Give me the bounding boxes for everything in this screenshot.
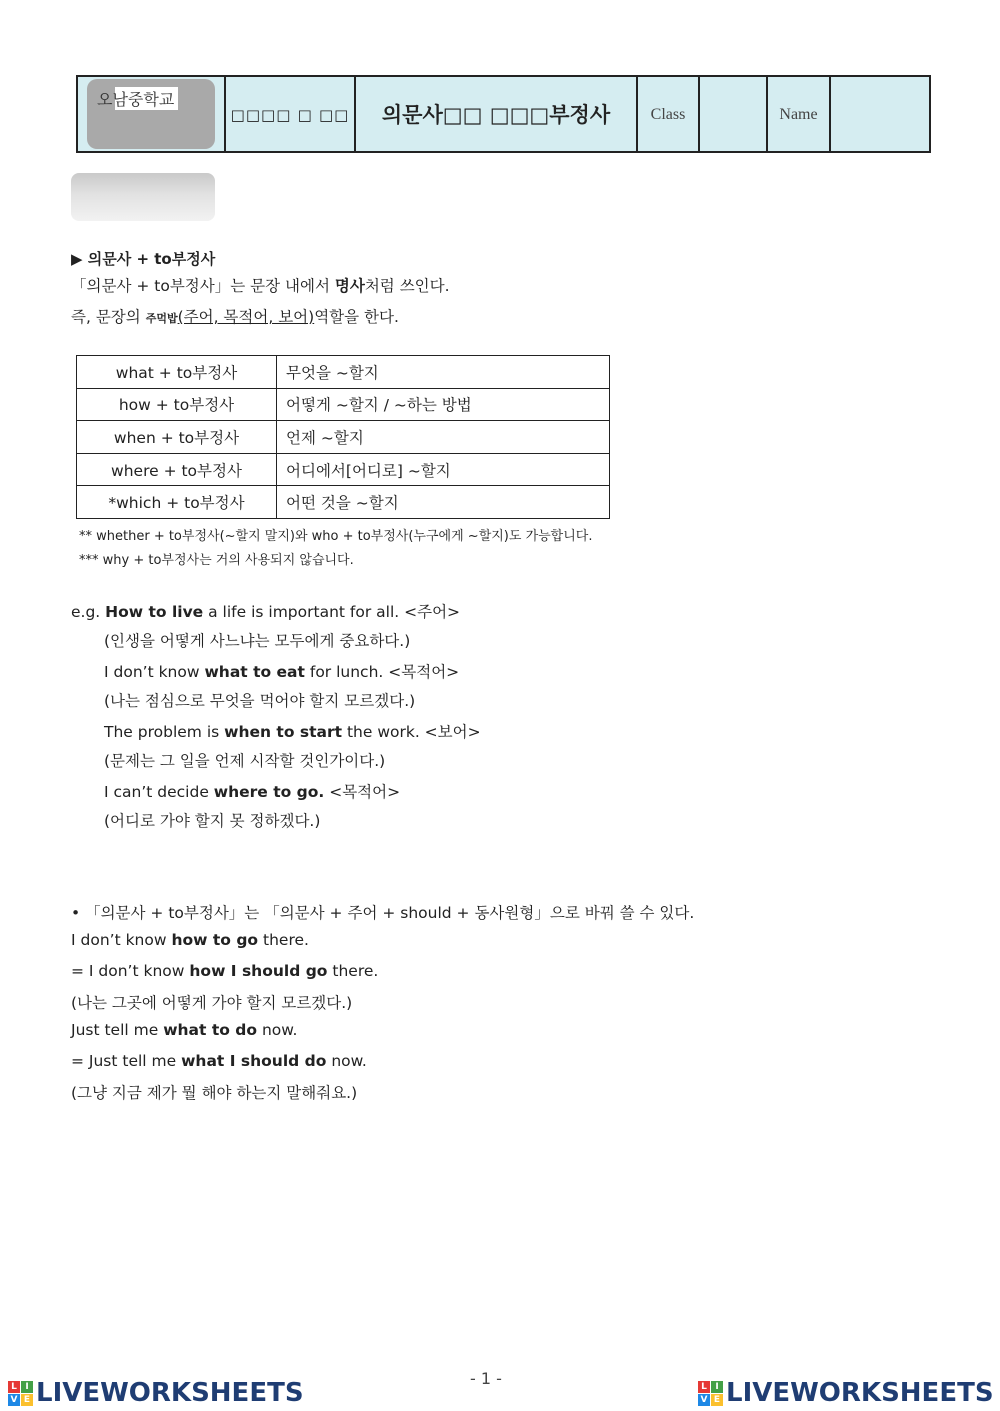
example-2-rest: for lunch. <목적어> [304, 663, 460, 681]
class-field[interactable] [699, 76, 767, 152]
rewrite-1-bold: how to go [171, 931, 259, 949]
pattern-cell: *which + to부정사 [77, 486, 277, 519]
rewrite-3-rest: now. [257, 1021, 298, 1039]
logo-letter: E [711, 1394, 723, 1406]
section-tab-decoration [71, 173, 215, 221]
name-label-cell [767, 76, 830, 152]
intro1-text-b: 처럼 쓰인다. [364, 277, 450, 295]
rewrite-1 [71, 931, 309, 949]
example-1-rest: a life is important for all. <주어> [203, 603, 461, 621]
table-row [77, 421, 610, 454]
meaning-cell: 언제 ~할지 [277, 421, 610, 454]
pattern-cell: where + to부정사 [77, 453, 277, 486]
rewrite-3 [71, 1021, 297, 1039]
intro2-text-c: 역할을 한다. [314, 308, 399, 326]
rewrite-2-rest: there. [327, 962, 379, 980]
rewrite-2 [71, 962, 378, 980]
pattern-cell: how + to부정사 [77, 388, 277, 421]
logo-letter: V [698, 1394, 710, 1406]
page-title: 의문사□□ □□□부정사 [381, 103, 611, 127]
section-heading: ▶ 의문사 + to부정사 [71, 250, 216, 268]
logo-mark-icon [698, 1381, 723, 1406]
pattern-cell: what + to부정사 [77, 356, 277, 389]
meaning-cell: 무엇을 ~할지 [277, 356, 610, 389]
liveworksheets-logo-left[interactable] [8, 1378, 304, 1408]
school-logo-box [87, 79, 215, 149]
rewrite-4-text: = Just tell me [71, 1052, 182, 1070]
example-prefix: e.g. [71, 603, 106, 621]
note-1: ** whether + to부정사(~할지 말지)와 who + to부정사(누구에게 ~할지)도 가능합니다. [79, 529, 593, 544]
rewrite-rule: • 「의문사 + to부정사」는 「의문사 + 주어 + should + 동사원형」으로 바꿔 쓸 수 있다. [71, 904, 695, 922]
school-cell [77, 76, 225, 152]
example-4 [104, 780, 400, 802]
example-2-text: I don’t know [104, 663, 205, 681]
example-3-rest: the work. <보어> [342, 723, 481, 741]
definitions-table [76, 355, 610, 519]
example-2-bold: what to eat [204, 663, 305, 681]
meaning-cell: 어떤 것을 ~할지 [277, 486, 610, 519]
intro2-underlined: (주어, 목적어, 보어) [177, 308, 315, 326]
rewrite-3-bold: what to do [163, 1021, 258, 1039]
unit-cell [225, 76, 355, 152]
rewrite-2-bold: how I should go [189, 962, 328, 980]
rewrite-4-rest: now. [326, 1052, 367, 1070]
example-4-bold: where to go. [213, 783, 325, 801]
example-1-bold: How to live [105, 603, 204, 621]
intro1-bold: 명사 [334, 277, 365, 295]
rewrite-2-text: = I don’t know [71, 962, 190, 980]
rewrite-1-text: I don’t know [71, 931, 172, 949]
rewrite-1-rest: there. [258, 931, 309, 949]
example-4-rest: <목적어> [324, 783, 401, 801]
class-label: Class [650, 106, 686, 123]
intro2-text-a: 즉, 문장의 [71, 308, 146, 326]
class-label-cell [637, 76, 699, 152]
logo-letter: E [21, 1394, 33, 1406]
rewrite-4-translation: (그냥 지금 제가 뭘 해야 하는지 말해줘요.) [71, 1084, 358, 1102]
unit-label: □□□□ □ □□ [230, 105, 350, 124]
table-row [77, 356, 610, 389]
table-row [77, 388, 610, 421]
logo-letter: V [8, 1394, 20, 1406]
example-2-translation: (나는 점심으로 무엇을 먹어야 할지 모르겠다.) [104, 692, 416, 710]
intro-line-1 [71, 274, 450, 296]
rewrite-3-text: Just tell me [71, 1021, 164, 1039]
note-2: *** why + to부정사는 거의 사용되지 않습니다. [79, 553, 354, 568]
example-4-text: I can’t decide [104, 783, 214, 801]
example-3 [104, 720, 481, 742]
table-row [77, 453, 610, 486]
example-1-translation: (인생을 어떻게 사느냐는 모두에게 중요하다.) [104, 632, 411, 650]
example-3-bold: when to start [224, 723, 343, 741]
example-4-translation: (어디로 가야 할지 못 정하겠다.) [104, 812, 321, 830]
logo-letter: L [698, 1381, 710, 1393]
intro-line-2 [71, 305, 399, 327]
liveworksheets-logo-right[interactable] [698, 1378, 994, 1408]
logo-letter: I [711, 1381, 723, 1393]
pattern-cell: when + to부정사 [77, 421, 277, 454]
meaning-cell: 어떻게 ~할지 / ~하는 방법 [277, 388, 610, 421]
logo-mark-icon [8, 1381, 33, 1406]
intro2-bold: 주먹밥 [145, 312, 178, 325]
example-1 [71, 600, 460, 622]
example-2 [104, 660, 459, 682]
example-3-text: The problem is [104, 723, 225, 741]
page-number: - 1 - [470, 1369, 502, 1388]
table-row [77, 486, 610, 519]
logo-letter: L [8, 1381, 20, 1393]
meaning-cell: 어디에서[어디로] ~할지 [277, 453, 610, 486]
rewrite-4-bold: what I should do [181, 1052, 327, 1070]
name-label: Name [779, 106, 818, 123]
title-cell [355, 76, 637, 152]
school-name: 오남중학교 [97, 87, 178, 110]
rewrite-2-translation: (나는 그곳에 어떻게 가야 할지 모르겠다.) [71, 994, 353, 1012]
name-field[interactable] [830, 76, 930, 152]
logo-letter: I [21, 1381, 33, 1393]
example-3-translation: (문제는 그 일을 언제 시작할 것인가이다.) [104, 752, 386, 770]
rewrite-4 [71, 1052, 367, 1070]
logo-text: LIVEWORKSHEETS [36, 1378, 304, 1408]
worksheet-header [76, 75, 931, 153]
logo-text: LIVEWORKSHEETS [726, 1378, 994, 1408]
intro1-text-a: 「의문사 + to부정사」는 문장 내에서 [71, 277, 335, 295]
